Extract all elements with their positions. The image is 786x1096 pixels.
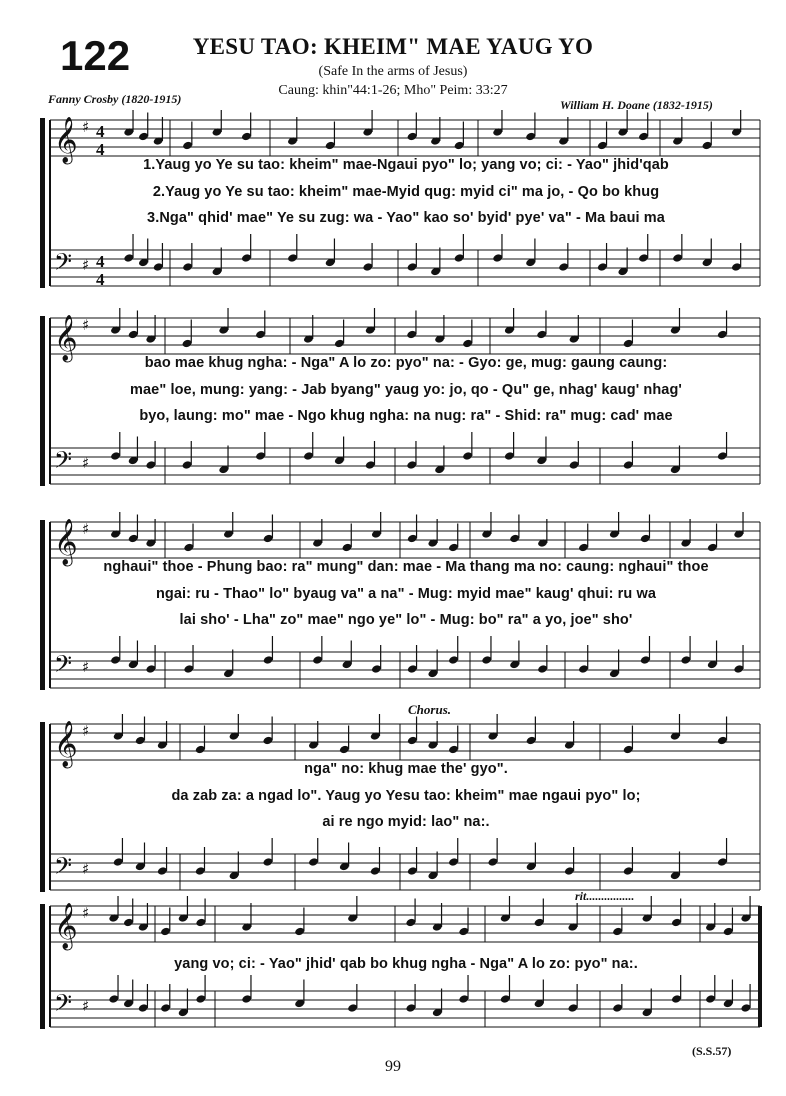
lyric-line: ngai: ru - Thao" lo" byaug va" a na" - Mug: myid mae" kaug' qhui: ru wa [155,586,657,602]
system-bracket-icon [40,722,45,892]
composer-credit: William H. Doane (1832-1915) [560,98,713,112]
lyric-line: byo, laung: mo" mae - Ngo khug ngha: na nug: ra" - Shid: ra" mug: cad' mae [139,408,673,424]
music-system-3 [0,512,786,712]
music-system-2 [0,308,786,508]
sharp-icon: ♯ [82,256,90,274]
system-bracket-icon [40,316,45,486]
music-system-1 [0,110,786,310]
sharp-icon: ♯ [82,904,90,922]
chorus-label: Chorus. [408,702,451,717]
scripture-reference: Caung: khin"44:1-26; Mho" Peim: 33:27 [278,83,508,98]
music-system-4 [0,714,786,914]
lyric-line: 3.Nga" qhid' mae" Ye su zug: wa - Yao" kao so' byid' pye' va" - Ma baui ma [147,210,665,226]
page-number: 99 [385,1058,401,1075]
lyric-line: yang vo; ci: - Yao" jhid' qab bo khug ngha - Nga" A lo zo: pyo" na:. [174,956,638,972]
hymn-number: 122 [60,32,131,79]
source-reference: (S.S.57) [692,1044,732,1058]
sharp-icon: ♯ [82,118,90,136]
lyric-line: nga" no: khug mae the' gyo". [304,761,508,777]
time-signature-icon: 4 [96,252,105,271]
lyricist-credit: Fanny Crosby (1820-1915) [48,92,182,106]
sharp-icon: ♯ [82,722,90,740]
ritardando-mark: rit................ [575,889,635,903]
treble-clef-icon: 𝄞 [54,117,78,163]
bass-clef-icon: 𝄢 [54,989,73,1022]
system-bracket-icon [40,904,45,1029]
bass-clef-icon: 𝄢 [54,650,73,683]
lyric-line: da zab za: a ngad lo". Yaug yo Yesu tao: kheim" mae ngaui pyo" lo; [171,788,641,804]
time-signature-icon: 4 [96,270,105,289]
treble-clef-icon: 𝄞 [54,519,78,565]
hymn-title: YESU TAO: KHEIM" MAE YAUG YO [192,34,594,59]
sharp-icon: ♯ [82,860,90,878]
lyric-line: nghaui" thoe - Phung bao: ra" mung" dan: mae - Ma thang ma no: caung: nghaui" thoe [103,559,709,575]
time-signature-icon: 4 [96,122,105,141]
hymn-subtitle: (Safe In the arms of Jesus) [318,64,468,79]
sharp-icon: ♯ [82,658,90,676]
staff-pair [0,896,786,1056]
system-bracket-icon [40,118,45,288]
bass-clef-icon: 𝄢 [54,852,73,885]
bass-clef-icon: 𝄢 [54,446,73,479]
sharp-icon: ♯ [82,520,90,538]
lyric-line: lai sho' - Lha" zo" mae" ngo ye" lo" - Mug: bo" ra" a yo, joe" sho' [179,612,633,628]
lyric-line: 1.Yaug yo Ye su tao: kheim" mae-Ngaui pyo" lo; yang vo; ci: - Yao" jhid'qab [143,157,669,173]
lyric-line: mae" loe, mung: yang: - Jab byang" yaug yo: jo, qo - Qu" ge, nhag' kaug' nhag' [130,382,682,398]
system-bracket-icon [40,520,45,690]
sharp-icon: ♯ [82,316,90,334]
treble-clef-icon: 𝄞 [54,903,78,949]
lyric-line: bao mae khug ngha: - Nga" A lo zo: pyo" na: - Gyo: ge, mug: gaung caung: [144,355,668,371]
sharp-icon: ♯ [82,997,90,1015]
sharp-icon: ♯ [82,454,90,472]
lyric-line: ai re ngo myid: lao" na:. [322,814,490,830]
treble-clef-icon: 𝄞 [54,721,78,767]
bass-clef-icon: 𝄢 [54,248,73,281]
time-signature-icon: 4 [96,140,105,159]
lyric-line: 2.Yaug yo Ye su tao: kheim" mae-Myid qug: myid ci" ma jo, - Qo bo khug [152,184,660,200]
treble-clef-icon: 𝄞 [54,315,78,361]
